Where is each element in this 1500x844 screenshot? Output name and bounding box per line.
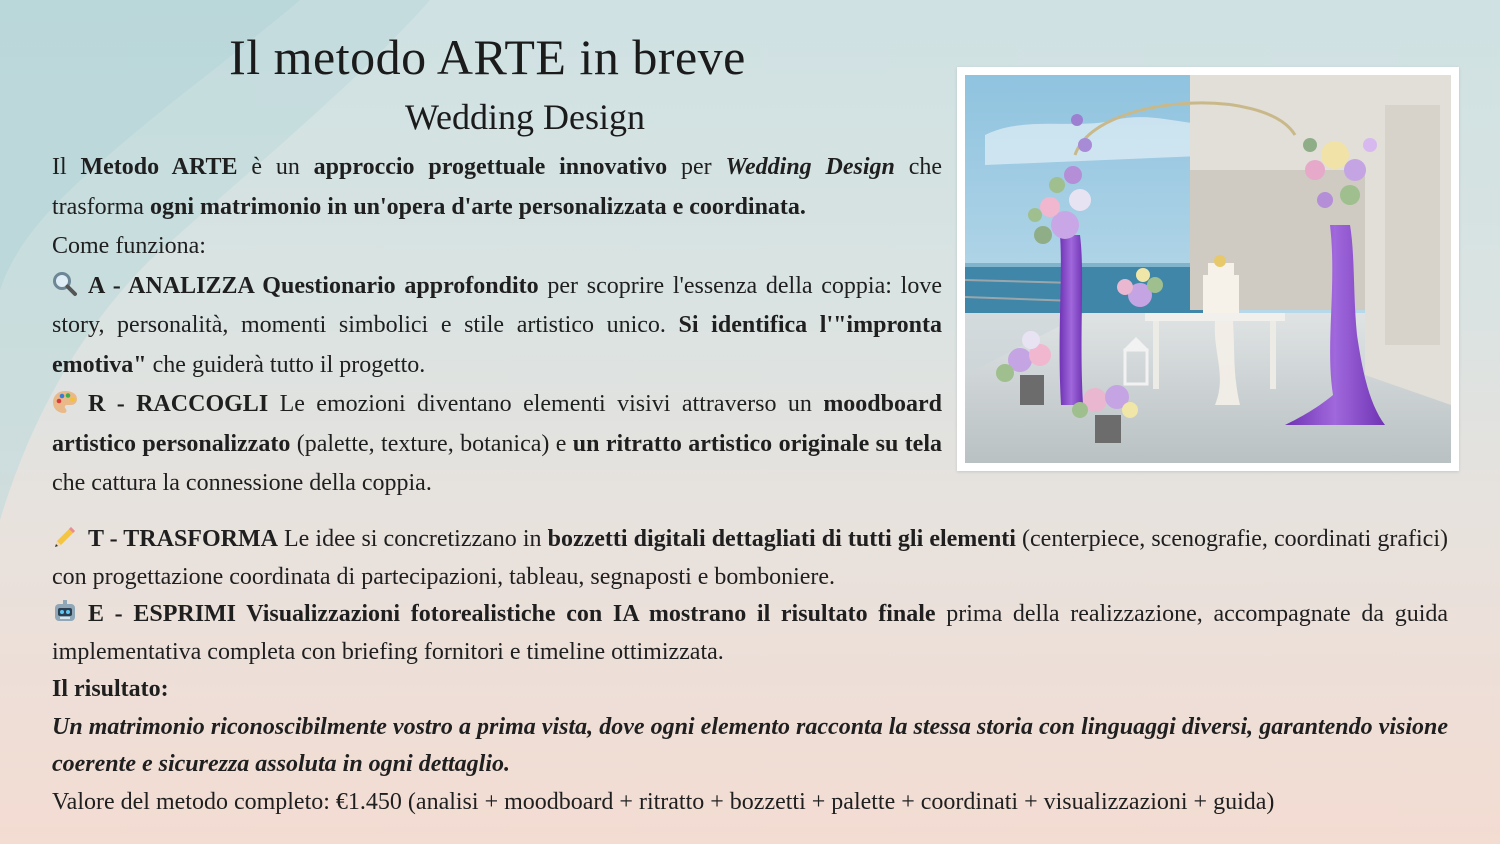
wedding-arch-illustration	[965, 75, 1451, 463]
step-esprimi: E - ESPRIMI Visualizzazioni fotorealistiche con IA mostrano il risultato finale prima della realizzazione, accompagnate da guida implementativa completa con briefing fornitori e timeline ottimizzata.	[52, 601, 1449, 665]
intro-paragraph: Il Metodo ARTE è un approccio progettuale innovativo per Wedding Design che trasforma ogni matrimonio in un'opera d'arte personalizzata e coordinata.	[52, 154, 942, 220]
how-it-works-label: Come funziona:	[52, 233, 206, 259]
palette-icon	[52, 389, 78, 415]
page-title: Il metodo ARTE in breve	[229, 29, 746, 85]
step-analizza: A - ANALIZZA Questionario approfondito per scoprire l'essenza della coppia: love story, personalità, momenti simbolici e stile artistico unico. Si identifica l'"impronta emotiva" che guiderà tutto il progetto.	[52, 272, 942, 378]
robot-icon	[52, 599, 78, 625]
step-trasforma: T - TRASFORMA Le idee si concretizzano in bozzetti digitali dettagliati di tutti gli elementi (centerpiece, scenografie, coordinati grafici) con progettazione coordinata di partecipazioni, tableau, segnaposti e bomboniere.	[52, 526, 1448, 590]
intro-block	[52, 148, 942, 504]
wedding-arch-photo	[957, 67, 1459, 471]
page-subtitle: Wedding Design	[404, 97, 646, 137]
result-label: Il risultato:	[52, 676, 169, 702]
pencil-icon	[52, 524, 78, 550]
step-raccogli: R - RACCOGLI Le emozioni diventano elementi visivi attraverso un moodboard artistico personalizzato (palette, texture, botanica) e un ritratto artistico originale su tela che cattura la connessione della coppia.	[52, 391, 943, 496]
magnifier-icon	[52, 271, 78, 297]
method-value: Valore del metodo completo: €1.450 (analisi + moodboard + ritratto + bozzetti + palette + coordinati + visualizzazioni + guida)	[52, 788, 1275, 815]
steps-bottom-block	[52, 521, 1448, 821]
result-text: Un matrimonio riconoscibilmente vostro a prima vista, dove ogni elemento racconta la stessa storia con linguaggi diversi, garantendo visione coerente e sicurezza assoluta in ogni dettaglio.	[52, 713, 1448, 777]
